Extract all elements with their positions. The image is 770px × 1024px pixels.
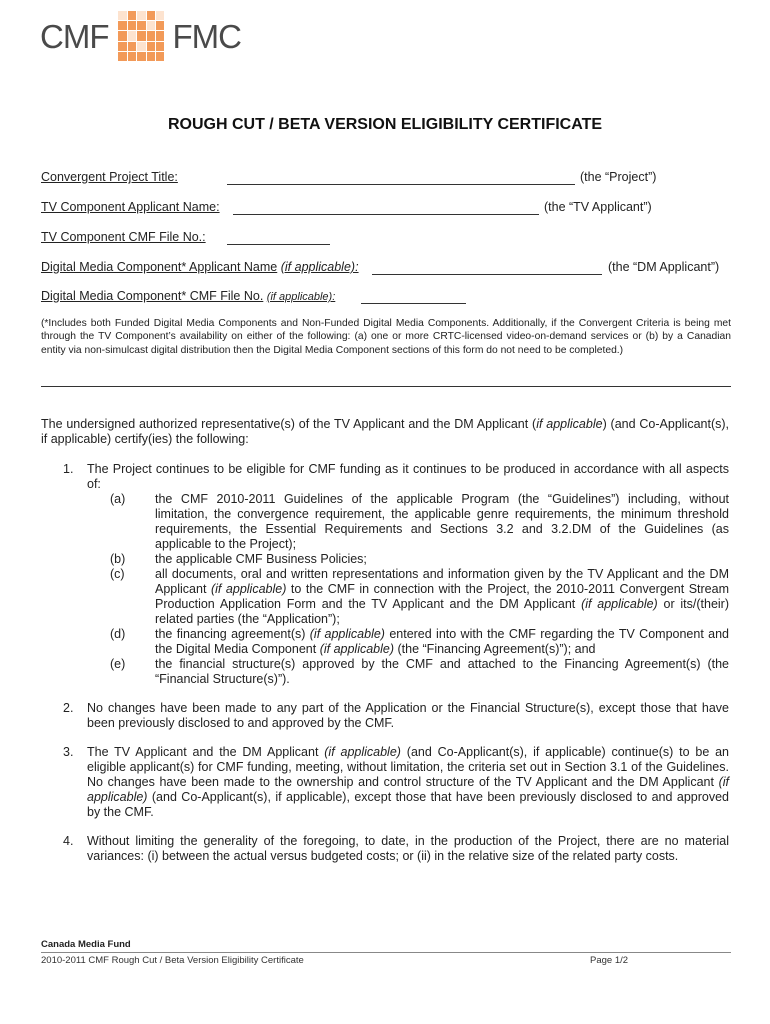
field-label: TV Component CMF File No.: [41, 230, 206, 244]
field-suffix: (the “Project”) [580, 170, 657, 184]
logo-tile [156, 11, 164, 20]
item-number: 1. [63, 462, 74, 476]
sub-label: (b) [110, 552, 126, 566]
logo-tile [156, 31, 164, 40]
sub-text: all documents, oral and written representations and information given by the TV Applicant and the DM Applicant (if applicable) to the CMF in connection with the Project, the 2010-2011 Convergent Stream Production Application Form and the TV Applicant and the DM Applicant (if applicable) or its/(their) related parties (the “Application”); [155, 567, 730, 626]
intro-italic: if applicable [536, 417, 603, 431]
item-text: The Project continues to be eligible for CMF funding as it continues to be produced in accordance with all aspects of: [87, 462, 729, 491]
item-number: 2. [63, 701, 74, 715]
field-label: Digital Media Component* CMF File No. [41, 289, 264, 303]
logo-text-fmc: FMC [172, 17, 241, 55]
field-suffix: (the “DM Applicant”) [608, 260, 720, 274]
field-suffix: (the “TV Applicant”) [544, 200, 652, 214]
tv-file-no-blank[interactable] [227, 244, 330, 245]
logo-tile [137, 52, 145, 61]
item-text: No changes have been made to any part of the Application or the Financial Structure(s), except those that have been previously disclosed to and approved by the CMF. [87, 701, 729, 730]
sub-label: (d) [110, 627, 126, 641]
logo-tile [118, 42, 126, 51]
logo-tile [147, 21, 155, 30]
logo-text-cmf: CMF [40, 17, 109, 55]
cmf-fmc-logo [40, 10, 241, 62]
sub-text: the financing agreement(s) (if applicable) entered into with the CMF regarding the TV Component and the Digital Media Component (if applicable) (the “Financing Agreement(s)”); and [155, 627, 729, 656]
field-label-note: (if applicable): [266, 291, 336, 303]
sub-label: (e) [110, 657, 126, 671]
sub-text: the CMF 2010-2011 Guidelines of the applicable Program (the “Guidelines”) including, without limitation, the convergence requirement, the applicable genre requirements, the minimum threshold requirements, the Essential Requirements and Sections 3.2 and 3.2.DM of the Guidelines (as applicable to the Project); [155, 492, 729, 551]
logo-tile [156, 52, 164, 61]
logo-tile [137, 42, 145, 51]
footnote-note: (*Includes both Funded Digital Media Components and Non-Funded Digital Media Components. Additionally, if the Convergent Criteria is being met through the TV Component’s availability on either of the following: (a) one or more CRTC-licensed video-on-demand services or (b) by a Canadian entity via non-simulcast digital distribution then the Digital Media Component sections of this form do not need to be completed.) [41, 318, 731, 356]
item-text: Without limiting the generality of the foregoing, to date, in the production of the Project, there are no material variances: (i) between the actual versus budgeted costs; or (ii) in the relative size of the related party costs. [87, 834, 729, 863]
logo-tile [156, 42, 164, 51]
sub-label: (a) [110, 492, 126, 506]
intro-text-end: ) (and Co-Applicant(s), if applicable) certify(ies) the following: [41, 417, 730, 446]
logo-tile [147, 11, 155, 20]
field-dm-file-no [41, 289, 335, 303]
logo-tile [156, 21, 164, 30]
logo-tile [118, 52, 126, 61]
logo-tile [137, 31, 145, 40]
sub-label: (c) [110, 567, 125, 581]
footer-page-number: Page 1/2 [590, 955, 629, 966]
logo-tile [118, 31, 126, 40]
logo-tile [118, 11, 126, 20]
field-label-note: (if applicable): [280, 260, 359, 274]
logo-mosaic-icon [118, 11, 164, 61]
logo-tile [147, 42, 155, 51]
field-label: Digital Media Component* Applicant Name [41, 260, 278, 274]
logo-tile [137, 21, 145, 30]
field-project-title [41, 170, 657, 184]
document-title: ROUGH CUT / BETA VERSION ELIGIBILITY CERTIFICATE [167, 116, 603, 133]
logo-tile [147, 31, 155, 40]
intro-paragraph [41, 417, 729, 447]
logo-tile [128, 11, 136, 20]
project-title-blank[interactable] [227, 184, 575, 185]
logo-tile [128, 42, 136, 51]
item-text: The TV Applicant and the DM Applicant (if applicable) (and Co-Applicant(s), if applicable) continue(s) to be an eligible applicant(s) for CMF funding, meeting, without limitation, the criteria set out in Section 3.1 of the Guidelines. No changes have been made to the ownership and control structure of the TV Applicant and the DM Applicant (if applicable) (and Co-Applicant(s), if applicable), except those that have been previously disclosed to and approved by the CMF. [87, 745, 730, 819]
logo-tile [128, 52, 136, 61]
dm-applicant-name-blank[interactable] [372, 274, 602, 275]
footer-organization: Canada Media Fund [41, 939, 131, 950]
sub-text: the financial structure(s) approved by the CMF and attached to the Financing Agreement(s) (the “Financial Structure(s)”). [155, 657, 729, 686]
field-dm-applicant-name [41, 260, 720, 274]
item-number: 4. [63, 834, 74, 848]
logo-tile [128, 21, 136, 30]
logo-tile [118, 21, 126, 30]
field-label: TV Component Applicant Name: [41, 200, 220, 214]
tv-applicant-name-blank[interactable] [233, 214, 539, 215]
logo-tile [137, 11, 145, 20]
field-tv-file-no [41, 230, 206, 244]
field-label: Convergent Project Title: [41, 170, 178, 184]
footer-document-name: 2010-2011 CMF Rough Cut / Beta Version Eligibility Certificate [41, 955, 304, 966]
field-tv-applicant-name [41, 200, 652, 214]
section-divider [41, 386, 731, 387]
footer-divider [41, 952, 731, 953]
logo-tile [147, 52, 155, 61]
logo-tile [128, 31, 136, 40]
sub-text: the applicable CMF Business Policies; [155, 552, 367, 566]
item-number: 3. [63, 745, 74, 759]
intro-text: The undersigned authorized representative(s) of the TV Applicant and the DM Applicant ( [41, 417, 537, 431]
dm-file-no-blank[interactable] [361, 303, 466, 304]
